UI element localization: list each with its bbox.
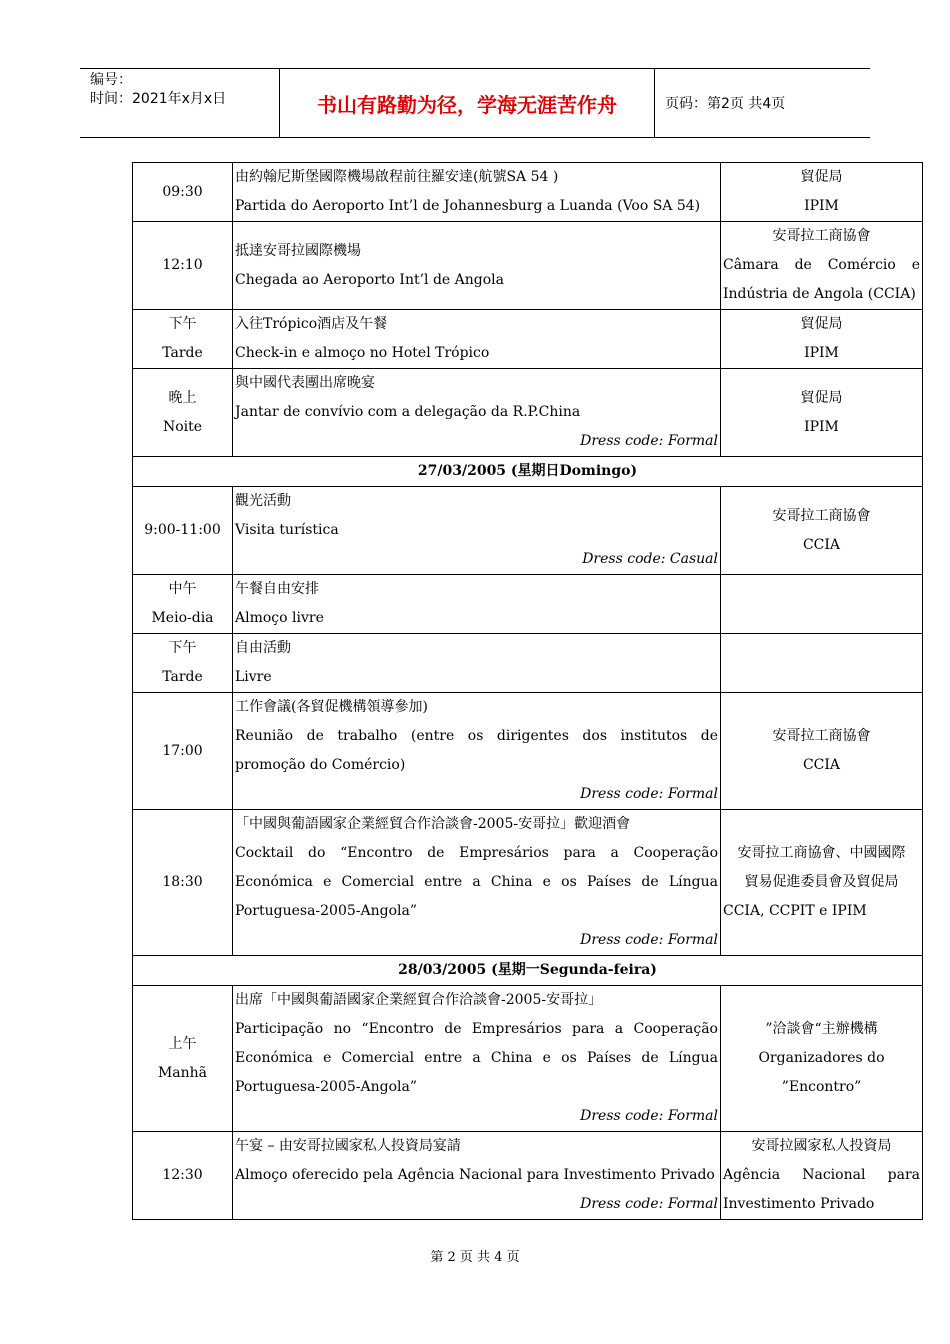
- organizer-text: CCIA, CCPIT e IPIM: [723, 903, 867, 919]
- time-text: Manhã: [157, 1064, 208, 1081]
- organizer-cell: [721, 163, 923, 222]
- activity-pt: Partida do Aeroporto Int’l de Johannesburg a Luanda (Voo SA 54): [235, 198, 701, 214]
- activity-pt: Participação no “Encontro de Empresários para a Cooperação Económica e Comercial entre a China e os Países de Língua Portuguesa-2005-Angola”: [235, 1021, 718, 1095]
- activity-cell: [233, 222, 721, 310]
- time-cell: [133, 310, 233, 369]
- activity-pt: Cocktail do “Encontro de Empresários para a Cooperação Económica e Comercial entre a China e os Países de Língua Portuguesa-2005-Angola”: [235, 845, 718, 919]
- schedule-row: [133, 1132, 923, 1220]
- activity-zh: 入往Trópico酒店及午餐: [235, 316, 388, 332]
- activity-cell: [233, 986, 721, 1132]
- time-text: 09:30: [162, 183, 203, 200]
- organizer-cell: [721, 222, 923, 310]
- organizer-cell: [721, 487, 923, 575]
- activity-pt: Almoço oferecido pela Agência Nacional para Investimento Privado: [235, 1167, 715, 1183]
- time-cell: [133, 487, 233, 575]
- time-text: 下午: [168, 640, 197, 656]
- time-text: Tarde: [162, 669, 203, 685]
- activity-cell: [233, 810, 721, 956]
- organizer-cell: [721, 310, 923, 369]
- activity-pt: Livre: [235, 669, 272, 685]
- time-text: 9:00-11:00: [144, 522, 221, 538]
- organizer-cell: [721, 810, 923, 956]
- dress-code: Dress code: Casual: [582, 551, 718, 567]
- schedule-row: [133, 487, 923, 575]
- time-text: Noite: [162, 418, 203, 435]
- activity-cell: [233, 487, 721, 575]
- activity-pt: Jantar de convívio com a delegação da R.P.China: [235, 404, 581, 420]
- schedule-row: [133, 986, 923, 1132]
- organizer-cell: [721, 575, 923, 634]
- organizer-cell: [721, 369, 923, 457]
- dress-code: Dress code: Formal: [580, 1196, 718, 1212]
- activity-cell: [233, 1132, 721, 1220]
- schedule-row: [133, 810, 923, 956]
- organizer-cell: [721, 1132, 923, 1220]
- activity-zh: 與中國代表團出席晚宴: [235, 375, 375, 391]
- time-cell: [133, 693, 233, 810]
- organizer-cell: [721, 634, 923, 693]
- activity-zh: 自由活動: [235, 640, 291, 656]
- organizer-text: Organizadores do ”Encontro”: [758, 1050, 885, 1095]
- activity-cell: [233, 693, 721, 810]
- organizer-text: Investimento Privado: [723, 1196, 875, 1212]
- schedule-row: [133, 634, 923, 693]
- page-footer: 第 2 页 共 4 页: [430, 1250, 520, 1265]
- activity-pt: Visita turística: [235, 522, 339, 538]
- organizer-text: IPIM: [804, 418, 839, 435]
- organizer-text: ”洽談會“主辦機構: [765, 1021, 878, 1037]
- time-cell: [133, 163, 233, 222]
- time-cell: [133, 986, 233, 1132]
- activity-zh: 工作會議(各貿促機構領導參加): [235, 699, 428, 715]
- time-text: 17:00: [162, 742, 203, 759]
- header-page-label: 页码：第2页 共4页: [665, 96, 786, 112]
- organizer-text: CCIA: [802, 757, 841, 773]
- activity-pt: Chegada ao Aeroporto Int’l de Angola: [235, 271, 505, 288]
- time-cell: [133, 634, 233, 693]
- time-cell: [133, 222, 233, 310]
- organizer-text: IPIM: [804, 198, 839, 214]
- activity-cell: [233, 634, 721, 693]
- organizer-text: 貿促局: [800, 316, 843, 332]
- activity-cell: [233, 369, 721, 457]
- time-text: 18:30: [162, 874, 203, 890]
- activity-zh: 午餐自由安排: [235, 581, 319, 597]
- organizer-text: 安哥拉工商協會、中國國際: [737, 845, 906, 861]
- date-label: 时间：2021年x月x日: [90, 91, 227, 107]
- time-cell: [133, 810, 233, 956]
- date-row: [133, 956, 923, 986]
- organizer-text: CCIA: [802, 536, 841, 553]
- schedule-row: [133, 693, 923, 810]
- time-text: 12:30: [162, 1167, 203, 1183]
- activity-pt: Check-in e almoço no Hotel Trópico: [235, 345, 490, 361]
- dress-code: Dress code: Formal: [580, 786, 718, 802]
- organizer-text: 貿促局: [800, 389, 843, 406]
- activity-zh: 「中國與葡語國家企業經貿合作洽談會-2005-安哥拉」歡迎酒會: [235, 816, 631, 832]
- date-heading: 27/03/2005 (星期日Domingo): [133, 457, 923, 487]
- dress-code: Dress code: Formal: [580, 932, 718, 948]
- organizer-text: 安哥拉國家私人投資局: [751, 1138, 892, 1154]
- activity-zh: 觀光活動: [235, 493, 291, 509]
- schedule-row: [133, 222, 923, 310]
- dress-code: Dress code: Formal: [580, 1108, 718, 1124]
- activity-zh: 出席「中國與葡語國家企業經貿合作洽談會-2005-安哥拉」: [235, 992, 603, 1008]
- time-cell: [133, 369, 233, 457]
- activity-zh: 由約翰尼斯堡國際機場啟程前往羅安達(航號SA 54 ): [235, 169, 559, 185]
- time-text: 上午: [168, 1035, 197, 1052]
- dress-code: Dress code: Formal: [580, 433, 718, 449]
- time-text: 12:10: [162, 257, 203, 273]
- organizer-cell: [721, 986, 923, 1132]
- organizer-text: Agência Nacional para: [723, 1167, 920, 1183]
- activity-cell: [233, 575, 721, 634]
- organizer-text: 貿促局: [800, 169, 843, 185]
- number-label: 编号：: [90, 72, 132, 88]
- organizer-text: Câmara de Comércio e: [723, 257, 920, 273]
- activity-cell: [233, 163, 721, 222]
- activity-cell: [233, 310, 721, 369]
- header-motto: 书山有路勤为径，学海无涯苦作舟: [280, 69, 655, 137]
- time-cell: [133, 1132, 233, 1220]
- activity-zh: 午宴 – 由安哥拉國家私人投資局宴請: [235, 1138, 461, 1154]
- time-text: Meio-dia: [151, 610, 214, 626]
- organizer-cell: [721, 693, 923, 810]
- activity-zh: 抵達安哥拉國際機場: [235, 242, 361, 259]
- time-text: 下午: [168, 316, 197, 332]
- time-cell: [133, 575, 233, 634]
- time-text: Tarde: [162, 345, 203, 361]
- activity-pt: Almoço livre: [235, 610, 324, 626]
- organizer-text: 安哥拉工商協會: [772, 728, 871, 744]
- organizer-text: IPIM: [804, 345, 839, 361]
- date-heading: 28/03/2005 (星期一Segunda-feira): [133, 956, 923, 986]
- page-header: [80, 68, 870, 138]
- time-text: 中午: [168, 581, 197, 597]
- header-meta: [80, 69, 280, 137]
- schedule-row: [133, 163, 923, 222]
- organizer-text: Indústria de Angola (CCIA): [723, 286, 916, 302]
- schedule-row: [133, 310, 923, 369]
- time-text: 晚上: [168, 389, 197, 406]
- date-row: [133, 457, 923, 487]
- schedule-row: [133, 369, 923, 457]
- organizer-text: 安哥拉工商協會: [772, 507, 871, 524]
- activity-pt: Reunião de trabalho (entre os dirigentes dos institutos de promoção do Comércio): [235, 728, 718, 773]
- schedule-table: [132, 162, 923, 1220]
- organizer-text: 貿易促進委員會及貿促局: [744, 874, 899, 890]
- organizer-text: 安哥拉工商協會: [772, 228, 871, 244]
- schedule-row: [133, 575, 923, 634]
